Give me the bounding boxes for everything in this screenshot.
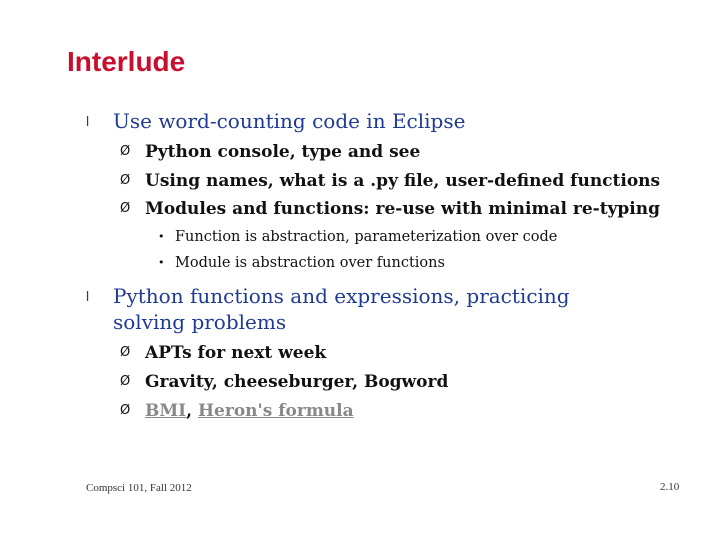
arrow-bullet-icon: Ø bbox=[120, 374, 131, 389]
sub-bullet-python-console: Python console, type and see bbox=[145, 142, 421, 162]
bullet-2-text-line1: Python functions and expressions, practicing bbox=[113, 284, 570, 308]
subsub-bullet-module-abstraction: Module is abstraction over functions bbox=[175, 255, 445, 271]
bullet-2-text-line2: solving problems bbox=[113, 310, 287, 334]
bullet-1-text: Use word-counting code in Eclipse bbox=[113, 109, 466, 133]
page-number: 2.10 bbox=[660, 481, 680, 493]
arrow-bullet-icon: Ø bbox=[120, 403, 131, 418]
sub-bullet-links bbox=[145, 400, 354, 422]
subsub-bullet-function-abstraction: Function is abstraction, parameterization over code bbox=[175, 229, 558, 245]
arrow-bullet-icon: Ø bbox=[120, 173, 131, 188]
sub-bullet-modules: Modules and functions: re-use with minimal re-typing bbox=[145, 199, 661, 219]
sub-bullet-apts: APTs for next week bbox=[145, 343, 327, 363]
bullet-marker: l bbox=[86, 113, 90, 129]
link-separator: , bbox=[186, 401, 198, 421]
sub-bullet-using-names: Using names, what is a .py file, user-defined functions bbox=[145, 171, 661, 191]
dot-bullet-icon: • bbox=[158, 230, 165, 243]
arrow-bullet-icon: Ø bbox=[120, 345, 131, 360]
arrow-bullet-icon: Ø bbox=[120, 201, 131, 216]
sub-bullet-gravity: Gravity, cheeseburger, Bogword bbox=[145, 372, 449, 392]
bullet-marker: l bbox=[86, 288, 90, 304]
dot-bullet-icon: • bbox=[158, 256, 165, 269]
bmi-link[interactable]: BMI bbox=[145, 401, 187, 421]
herons-formula-link[interactable]: Heron's formula bbox=[197, 401, 354, 421]
footer-course: Compsci 101, Fall 2012 bbox=[86, 482, 192, 494]
slide-title: Interlude bbox=[67, 46, 186, 77]
arrow-bullet-icon: Ø bbox=[120, 144, 131, 159]
